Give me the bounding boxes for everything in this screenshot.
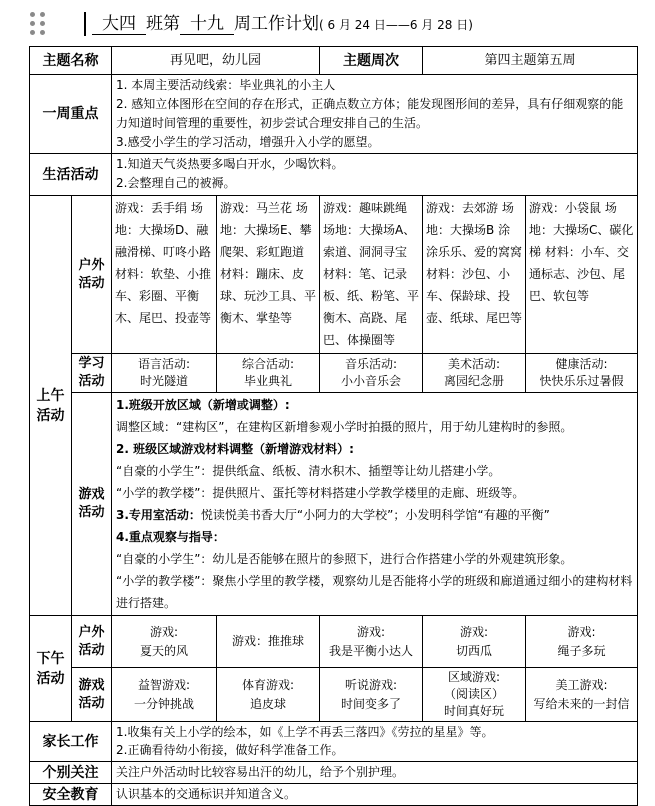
individual-label: 个别关注 xyxy=(30,762,112,784)
study-item-1: 语言活动: 时光隧道 xyxy=(112,354,217,393)
theme-week-value: 第四主题第五周 xyxy=(423,47,638,75)
drag-handle-icon[interactable] xyxy=(30,12,46,38)
morning-game-content: 1.班级开放区域（新增或调整）: 调整区域：“建构区”，在建构区新增参观小学时拍摄的照片，用于幼儿建构时的参照。 2. 班级区域游戏材料调整（新增游戏材料）: “自豪的小学生”：提供纸盒、纸板、清水积木、插塑等让幼儿搭建小学。 “小学的教学楼”：提供照片、蛋托等材料搭建小学教学楼里的走廊、班级等。 3.专用室活动：悦读悦美书香大厅“小阿力的大学校”；小发明科学馆“有趣的平衡” 4.重点观察与指导： “自豪的小学生”：幼儿是否能够在照片的参照下，进行合作搭建小学的外观建筑形象。 “小学的教学楼”：聚焦小学里的教学楼，观察幼儿是否能将小学的班级和廊道通过细小的建构材料进行搭建。 xyxy=(112,393,638,616)
class-name: 大四 xyxy=(92,14,146,35)
week-number: 十九 xyxy=(180,14,234,35)
afternoon-outdoor-2: 游戏：推推球 xyxy=(217,616,320,668)
afternoon-game-label: 游戏活动 xyxy=(72,668,112,722)
morning-outdoor-4: 游戏：去郊游 场地：大操场B 涂涂乐乐、爱的窝窝 材料：沙包、小车、保龄球、投壶、纸球、尾巴等 xyxy=(423,196,526,354)
morning-outdoor-3: 游戏：趣味跳绳 场地：大操场A、索道、洞洞寻宝 材料：笔、记录板、纸、粉笔、平衡木、高跷、尾巴、体操圈等 xyxy=(320,196,423,354)
study-item-5: 健康活动: 快快乐乐过暑假 xyxy=(526,354,638,393)
afternoon-outdoor-5: 游戏: 绳子多玩 xyxy=(526,616,638,668)
focus-label: 一周重点 xyxy=(30,75,112,154)
focus-content: 1. 本周主要活动线索：毕业典礼的小主人 2. 感知立体图形在空间的存在形式，正确点数立方体；能发现图形间的差异，具有仔细观察的能力知道时间管理的重要性，初步尝试合理安排自己的生活。 3.感受小学生的学习活动，增强升入小学的愿望。 xyxy=(112,75,638,154)
theme-name-value: 再见吧，幼儿园 xyxy=(112,47,320,75)
life-label: 生活活动 xyxy=(30,154,112,196)
afternoon-game-5: 美工游戏: 写给未来的一封信 xyxy=(526,668,638,722)
page-title: 大四 班第 十九 周工作计划( 6 月 24 日——6 月 28 日) xyxy=(84,10,644,38)
afternoon-game-3: 听说游戏: 时间变多了 xyxy=(320,668,423,722)
individual-content: 关注户外活动时比较容易出汗的幼儿，给予个别护理。 xyxy=(112,762,638,784)
morning-outdoor-2: 游戏：马兰花 场地：大操场E、攀爬架、彩虹跑道 材料：蹦床、皮球、玩沙工具、平衡木、掌垫等 xyxy=(217,196,320,354)
afternoon-outdoor-label: 户外活动 xyxy=(72,616,112,668)
morning-outdoor-5: 游戏：小袋鼠 场地：大操场C、碳化梯 材料：小车、交通标志、沙包、尾巴、软包等 xyxy=(526,196,638,354)
afternoon-game-1: 益智游戏: 一分钟挑战 xyxy=(112,668,217,722)
afternoon-outdoor-1: 游戏: 夏天的风 xyxy=(112,616,217,668)
theme-week-label: 主题周次 xyxy=(320,47,423,75)
weekly-plan-table xyxy=(29,46,638,806)
safety-content: 认识基本的交通标识并知道含义。 xyxy=(112,784,638,806)
afternoon-game-4: 区域游戏: （阅读区） 时间真好玩 xyxy=(423,668,526,722)
afternoon-label: 下午活动 xyxy=(30,616,72,722)
safety-label: 安全教育 xyxy=(30,784,112,806)
morning-outdoor-1: 游戏：丢手绢 场地：大操场D、融融滑梯、叮咚小路 材料：软垫、小推车、彩圈、平衡木、尾巴、投壶等 xyxy=(112,196,217,354)
date-range: ( 6 月 24 日——6 月 28 日) xyxy=(319,18,473,32)
life-content: 1.知道天气炎热要多喝白开水，少喝饮料。 2.会整理自己的被褥。 xyxy=(112,154,638,196)
theme-name-label: 主题名称 xyxy=(30,47,112,75)
morning-label: 上午活动 xyxy=(30,196,72,616)
parents-label: 家长工作 xyxy=(30,722,112,762)
parents-content: 1.收集有关上小学的绘本，如《上学不再丢三落四》《劳拉的星星》等。 2.正确看待幼小衔接，做好科学准备工作。 xyxy=(112,722,638,762)
morning-game-label: 游戏活动 xyxy=(72,393,112,616)
morning-study-label: 学习活动 xyxy=(72,354,112,393)
afternoon-outdoor-3: 游戏: 我是平衡小达人 xyxy=(320,616,423,668)
afternoon-game-2: 体育游戏: 追皮球 xyxy=(217,668,320,722)
morning-outdoor-label: 户外活动 xyxy=(72,196,112,354)
study-item-3: 音乐活动: 小小音乐会 xyxy=(320,354,423,393)
study-item-4: 美术活动: 离园纪念册 xyxy=(423,354,526,393)
afternoon-outdoor-4: 游戏: 切西瓜 xyxy=(423,616,526,668)
study-item-2: 综合活动: 毕业典礼 xyxy=(217,354,320,393)
